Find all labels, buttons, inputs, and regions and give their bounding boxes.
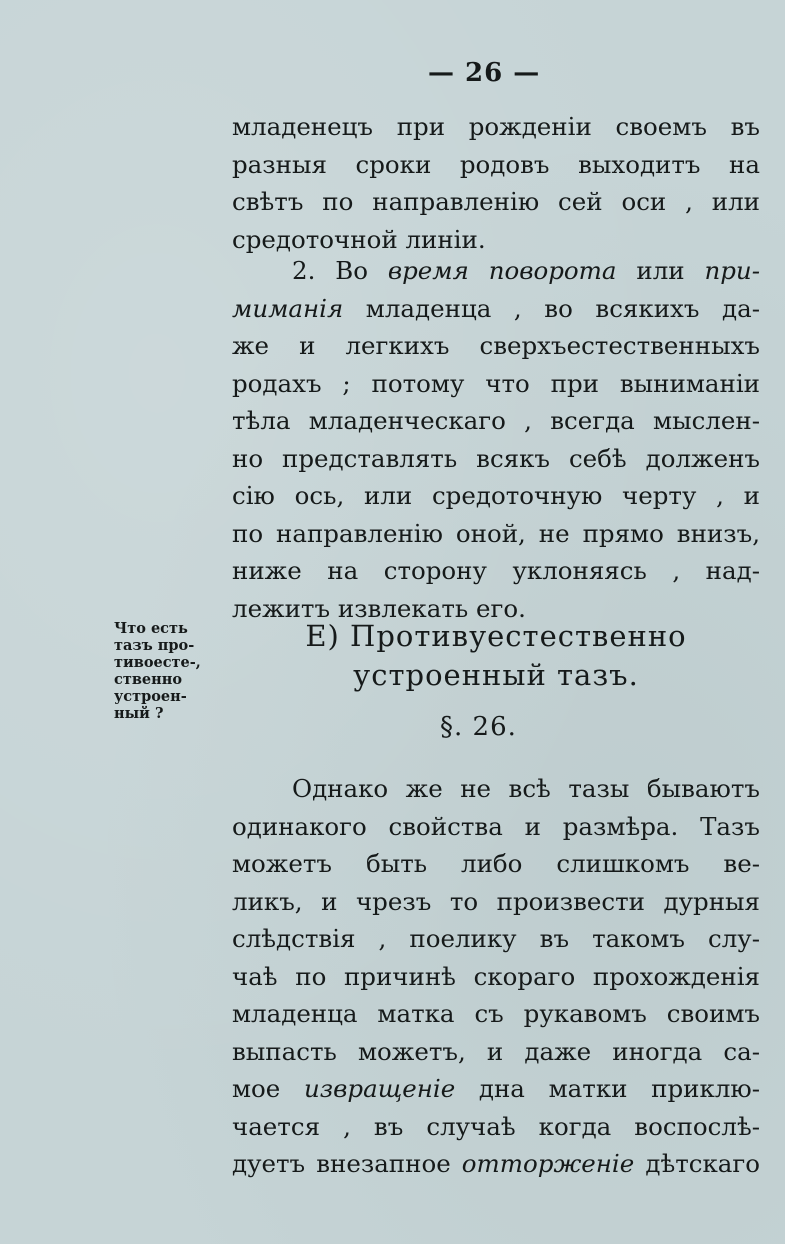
paragraph-1 [232, 108, 760, 258]
text-line: же и легкихъ сверхъестественныхъ [232, 331, 760, 360]
text-line: чается , въ случаѣ когда воспослѣ- [232, 1111, 760, 1141]
text-line: средоточной линіи. [232, 224, 486, 254]
margin-note-line: ный ? [114, 705, 164, 722]
text-run: дѣтскаго [634, 1149, 760, 1178]
text-run: дна матки приклю- [455, 1074, 760, 1103]
margin-note [114, 620, 232, 722]
heading-line: устроенный тазъ. [353, 658, 639, 692]
section-heading [232, 617, 760, 695]
text-line: но представлять всякъ себѣ долженъ [232, 443, 760, 473]
emphasis-text: миманія [232, 293, 344, 323]
text-line [232, 290, 760, 328]
text-line: младенца матка съ рукавомъ своимъ [232, 999, 760, 1028]
text-line: тѣла младенческаго , всегда мыслен- [232, 406, 760, 435]
emphasis-text: отторженіе [461, 1149, 635, 1178]
text-line: можетъ быть либо слишкомъ ве- [232, 849, 760, 878]
text-run: младенца , во всякихъ да- [343, 293, 760, 323]
text-line: чаѣ по причинѣ скораго прохожденія [232, 961, 760, 991]
text-line: одинакого свойства и размѣра. Тазъ [232, 811, 760, 841]
page-number: — 26 — [428, 58, 541, 88]
text-line: лежитъ извлекать его. [232, 593, 526, 623]
text-line: выпасть можетъ, и даже иногда са- [232, 1036, 760, 1066]
emphasis-text: при- [704, 256, 760, 285]
text-run: или [616, 256, 705, 285]
text-line: разныя сроки родовъ выходитъ на [232, 149, 760, 179]
text-line [232, 1145, 760, 1183]
text-line: свѣтъ по направленію сей оси , или [232, 187, 760, 216]
text-line [232, 1070, 760, 1108]
text-line: слѣдствія , поелику въ такомъ слу- [232, 924, 760, 953]
section-number: §. 26. [440, 712, 517, 742]
text-run: дуетъ внезапное [232, 1149, 462, 1178]
text-line: младенецъ при рожденіи своемъ въ [232, 112, 760, 141]
text-line: ликъ, и чрезъ то произвести дурныя [232, 886, 760, 916]
text-run: 2. Во [292, 256, 388, 285]
text-line: Однако же не всѣ тазы бываютъ [292, 774, 760, 803]
text-line: ниже на сторону уклоняясь , над- [232, 556, 760, 585]
text-line: родахъ ; потому что при выниманіи [232, 368, 760, 398]
paragraph-2 [232, 252, 760, 627]
margin-note-line: Что есть [114, 620, 188, 637]
text-line: по направленію оной, не прямо внизъ, [232, 518, 760, 548]
margin-note-line: устроен- [114, 688, 187, 705]
emphasis-text: извращеніе [304, 1074, 456, 1103]
text-line: сію ось, или средоточную черту , и [232, 481, 760, 510]
margin-note-line: ственно [114, 671, 183, 688]
text-run: мое [232, 1074, 305, 1103]
text-line [232, 252, 760, 290]
emphasis-text: время поворота [387, 256, 617, 285]
paragraph-3 [232, 770, 760, 1183]
heading-line: Е) Противуестественно [305, 619, 687, 653]
margin-note-line: тазъ про- [114, 637, 195, 654]
margin-note-line: тивоесте-, [114, 654, 201, 671]
